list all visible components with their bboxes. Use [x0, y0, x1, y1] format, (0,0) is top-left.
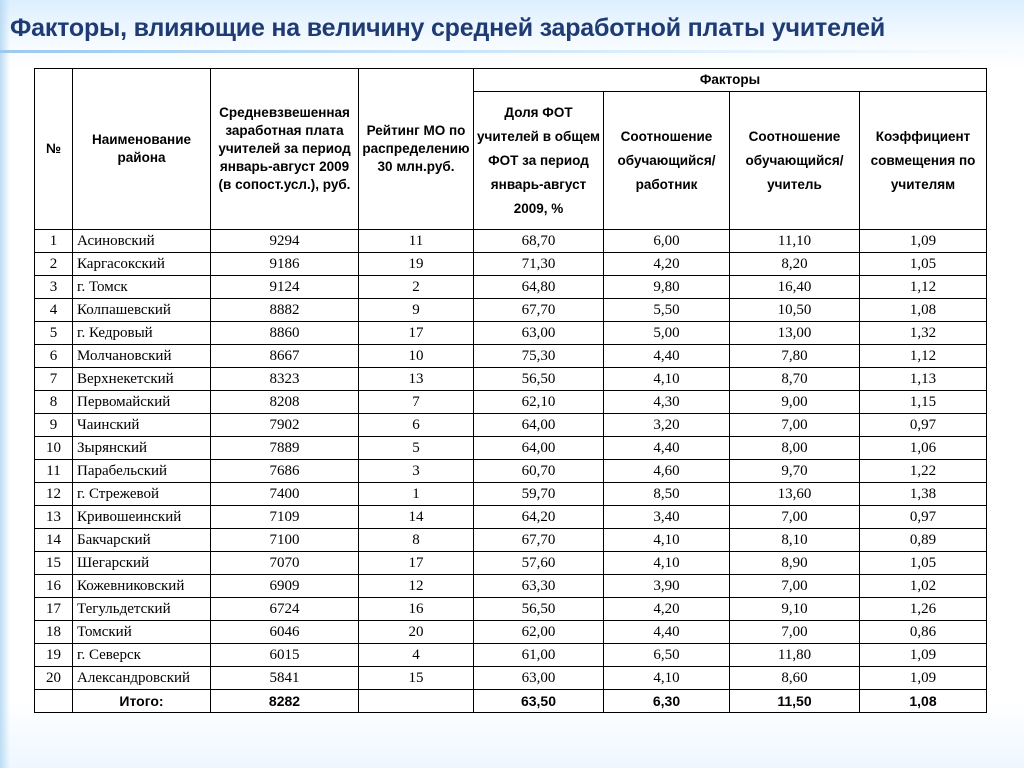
cell-row-number: 1: [35, 230, 73, 253]
cell-combination-coef: 1,38: [860, 483, 987, 506]
cell-combination-coef: 1,12: [860, 345, 987, 368]
table-body: [35, 230, 987, 713]
cell-row-number: 14: [35, 529, 73, 552]
cell-fot-share: 75,30: [474, 345, 604, 368]
cell-rating: 12: [359, 575, 474, 598]
cell-avg-salary: 7400: [211, 483, 359, 506]
header-num: №: [35, 69, 73, 230]
cell-combination-coef: 0,89: [860, 529, 987, 552]
header-row-top: [35, 69, 987, 92]
cell-ratio-student-teacher: 11,80: [730, 644, 860, 667]
table-row: [35, 529, 987, 552]
table-row: [35, 506, 987, 529]
total-salary: 8282: [211, 690, 359, 713]
total-label: Итого:: [73, 690, 211, 713]
total-row: [35, 690, 987, 713]
cell-rating: 2: [359, 276, 474, 299]
cell-fot-share: 61,00: [474, 644, 604, 667]
cell-row-number: 11: [35, 460, 73, 483]
cell-combination-coef: 0,86: [860, 621, 987, 644]
cell-avg-salary: 7686: [211, 460, 359, 483]
cell-ratio-student-worker: 6,50: [604, 644, 730, 667]
cell-row-number: 16: [35, 575, 73, 598]
cell-avg-salary: 5841: [211, 667, 359, 690]
total-fot-share: 63,50: [474, 690, 604, 713]
table-row: [35, 345, 987, 368]
cell-combination-coef: 1,26: [860, 598, 987, 621]
cell-fot-share: 64,00: [474, 437, 604, 460]
cell-ratio-student-worker: 4,20: [604, 253, 730, 276]
header-ratio-teacher: Соотношение обучающийся/ учитель: [730, 92, 860, 230]
cell-district-name: г. Северск: [73, 644, 211, 667]
cell-row-number: 12: [35, 483, 73, 506]
header-salary: Средневзвешенная заработная плата учителей за период январь-август 2009 (в сопост.усл.), руб.: [211, 69, 359, 230]
cell-row-number: 15: [35, 552, 73, 575]
cell-combination-coef: 1,22: [860, 460, 987, 483]
cell-district-name: Колпашевский: [73, 299, 211, 322]
table-row: [35, 598, 987, 621]
cell-district-name: г. Кедровый: [73, 322, 211, 345]
cell-avg-salary: 9124: [211, 276, 359, 299]
cell-avg-salary: 6724: [211, 598, 359, 621]
cell-avg-salary: 6046: [211, 621, 359, 644]
cell-rating: 15: [359, 667, 474, 690]
cell-ratio-student-teacher: 11,10: [730, 230, 860, 253]
cell-fot-share: 57,60: [474, 552, 604, 575]
cell-rating: 6: [359, 414, 474, 437]
total-rating: [359, 690, 474, 713]
cell-ratio-student-worker: 6,00: [604, 230, 730, 253]
cell-combination-coef: 0,97: [860, 506, 987, 529]
cell-ratio-student-teacher: 10,50: [730, 299, 860, 322]
cell-combination-coef: 1,15: [860, 391, 987, 414]
cell-combination-coef: 1,09: [860, 667, 987, 690]
cell-row-number: 7: [35, 368, 73, 391]
cell-rating: 19: [359, 253, 474, 276]
cell-combination-coef: 0,97: [860, 414, 987, 437]
table-row: [35, 253, 987, 276]
cell-ratio-student-worker: 4,10: [604, 368, 730, 391]
cell-ratio-student-worker: 4,40: [604, 437, 730, 460]
table-row: [35, 368, 987, 391]
cell-avg-salary: 6909: [211, 575, 359, 598]
cell-combination-coef: 1,06: [860, 437, 987, 460]
cell-ratio-student-worker: 4,10: [604, 667, 730, 690]
cell-ratio-student-teacher: 16,40: [730, 276, 860, 299]
cell-avg-salary: 7889: [211, 437, 359, 460]
cell-avg-salary: 7109: [211, 506, 359, 529]
cell-district-name: Александровский: [73, 667, 211, 690]
cell-rating: 3: [359, 460, 474, 483]
factors-table: [34, 68, 987, 713]
table-row: [35, 644, 987, 667]
cell-fot-share: 64,20: [474, 506, 604, 529]
cell-avg-salary: 7902: [211, 414, 359, 437]
cell-rating: 4: [359, 644, 474, 667]
cell-avg-salary: 6015: [211, 644, 359, 667]
table-row: [35, 483, 987, 506]
cell-rating: 5: [359, 437, 474, 460]
cell-combination-coef: 1,05: [860, 552, 987, 575]
cell-ratio-student-teacher: 13,60: [730, 483, 860, 506]
cell-row-number: 18: [35, 621, 73, 644]
cell-fot-share: 67,70: [474, 529, 604, 552]
cell-district-name: г. Стрежевой: [73, 483, 211, 506]
cell-ratio-student-teacher: 8,60: [730, 667, 860, 690]
cell-avg-salary: 7070: [211, 552, 359, 575]
cell-ratio-student-teacher: 7,00: [730, 621, 860, 644]
cell-fot-share: 63,30: [474, 575, 604, 598]
cell-fot-share: 63,00: [474, 322, 604, 345]
cell-ratio-student-worker: 3,90: [604, 575, 730, 598]
table-row: [35, 230, 987, 253]
cell-ratio-student-worker: 4,10: [604, 529, 730, 552]
table-row: [35, 299, 987, 322]
cell-avg-salary: 9294: [211, 230, 359, 253]
table-row: [35, 391, 987, 414]
cell-fot-share: 62,10: [474, 391, 604, 414]
cell-fot-share: 63,00: [474, 667, 604, 690]
cell-avg-salary: 7100: [211, 529, 359, 552]
cell-district-name: г. Томск: [73, 276, 211, 299]
cell-ratio-student-teacher: 7,00: [730, 506, 860, 529]
cell-fot-share: 68,70: [474, 230, 604, 253]
cell-row-number: 10: [35, 437, 73, 460]
cell-fot-share: 60,70: [474, 460, 604, 483]
cell-ratio-student-worker: 8,50: [604, 483, 730, 506]
table-row: [35, 552, 987, 575]
cell-ratio-student-worker: 4,20: [604, 598, 730, 621]
cell-ratio-student-worker: 4,40: [604, 621, 730, 644]
cell-row-number: 6: [35, 345, 73, 368]
cell-row-number: 9: [35, 414, 73, 437]
total-ratio-student-teacher: 11,50: [730, 690, 860, 713]
cell-row-number: 13: [35, 506, 73, 529]
cell-rating: 17: [359, 552, 474, 575]
cell-avg-salary: 8882: [211, 299, 359, 322]
cell-rating: 8: [359, 529, 474, 552]
cell-row-number: 20: [35, 667, 73, 690]
cell-ratio-student-teacher: 8,10: [730, 529, 860, 552]
cell-ratio-student-worker: 4,10: [604, 552, 730, 575]
cell-rating: 7: [359, 391, 474, 414]
cell-combination-coef: 1,12: [860, 276, 987, 299]
cell-ratio-student-teacher: 8,70: [730, 368, 860, 391]
cell-ratio-student-teacher: 9,70: [730, 460, 860, 483]
cell-fot-share: 56,50: [474, 368, 604, 391]
cell-ratio-student-worker: 5,50: [604, 299, 730, 322]
cell-ratio-student-teacher: 8,90: [730, 552, 860, 575]
table-row: [35, 575, 987, 598]
total-empty-cell: [35, 690, 73, 713]
cell-ratio-student-teacher: 7,80: [730, 345, 860, 368]
cell-combination-coef: 1,32: [860, 322, 987, 345]
cell-rating: 11: [359, 230, 474, 253]
cell-district-name: Томский: [73, 621, 211, 644]
cell-district-name: Чаинский: [73, 414, 211, 437]
cell-rating: 14: [359, 506, 474, 529]
cell-row-number: 2: [35, 253, 73, 276]
total-ratio-student-worker: 6,30: [604, 690, 730, 713]
cell-combination-coef: 1,08: [860, 299, 987, 322]
cell-ratio-student-worker: 3,40: [604, 506, 730, 529]
cell-fot-share: 56,50: [474, 598, 604, 621]
cell-ratio-student-teacher: 8,00: [730, 437, 860, 460]
header-rating: Рейтинг МО по распределению 30 млн.руб.: [359, 69, 474, 230]
cell-district-name: Кривошеинский: [73, 506, 211, 529]
cell-combination-coef: 1,09: [860, 230, 987, 253]
cell-ratio-student-teacher: 9,10: [730, 598, 860, 621]
cell-district-name: Молчановский: [73, 345, 211, 368]
cell-fot-share: 67,70: [474, 299, 604, 322]
cell-avg-salary: 9186: [211, 253, 359, 276]
cell-ratio-student-teacher: 8,20: [730, 253, 860, 276]
cell-row-number: 17: [35, 598, 73, 621]
cell-combination-coef: 1,13: [860, 368, 987, 391]
cell-rating: 20: [359, 621, 474, 644]
cell-district-name: Шегарский: [73, 552, 211, 575]
header-ratio-worker: Соотношение обучающийся/ работник: [604, 92, 730, 230]
cell-ratio-student-teacher: 7,00: [730, 414, 860, 437]
cell-fot-share: 64,00: [474, 414, 604, 437]
cell-ratio-student-worker: 3,20: [604, 414, 730, 437]
cell-rating: 1: [359, 483, 474, 506]
cell-district-name: Первомайский: [73, 391, 211, 414]
cell-fot-share: 64,80: [474, 276, 604, 299]
cell-district-name: Кожевниковский: [73, 575, 211, 598]
cell-ratio-student-worker: 5,00: [604, 322, 730, 345]
cell-avg-salary: 8667: [211, 345, 359, 368]
cell-combination-coef: 1,02: [860, 575, 987, 598]
cell-ratio-student-worker: 4,30: [604, 391, 730, 414]
cell-district-name: Асиновский: [73, 230, 211, 253]
cell-rating: 17: [359, 322, 474, 345]
cell-district-name: Бакчарский: [73, 529, 211, 552]
cell-row-number: 5: [35, 322, 73, 345]
cell-ratio-student-worker: 4,60: [604, 460, 730, 483]
table-row: [35, 437, 987, 460]
header-factors: Факторы: [474, 69, 987, 92]
cell-ratio-student-worker: 4,40: [604, 345, 730, 368]
table-row: [35, 276, 987, 299]
cell-district-name: Зырянский: [73, 437, 211, 460]
cell-rating: 16: [359, 598, 474, 621]
cell-avg-salary: 8860: [211, 322, 359, 345]
cell-district-name: Верхнекетский: [73, 368, 211, 391]
cell-ratio-student-worker: 9,80: [604, 276, 730, 299]
cell-district-name: Парабельский: [73, 460, 211, 483]
cell-avg-salary: 8208: [211, 391, 359, 414]
slide-left-accent: [0, 0, 10, 768]
table-row: [35, 621, 987, 644]
cell-district-name: Каргасокский: [73, 253, 211, 276]
page-title: Факторы, влияющие на величину средней заработной платы учителей: [10, 14, 886, 42]
cell-combination-coef: 1,09: [860, 644, 987, 667]
cell-row-number: 19: [35, 644, 73, 667]
cell-district-name: Тегульдетский: [73, 598, 211, 621]
table-row: [35, 667, 987, 690]
cell-avg-salary: 8323: [211, 368, 359, 391]
cell-row-number: 8: [35, 391, 73, 414]
cell-fot-share: 62,00: [474, 621, 604, 644]
cell-ratio-student-teacher: 13,00: [730, 322, 860, 345]
cell-rating: 9: [359, 299, 474, 322]
header-name: Наименование района: [73, 69, 211, 230]
cell-ratio-student-teacher: 7,00: [730, 575, 860, 598]
cell-combination-coef: 1,05: [860, 253, 987, 276]
header-fot-share: Доля ФОТ учителей в общем ФОТ за период январь-август 2009, %: [474, 92, 604, 230]
cell-rating: 13: [359, 368, 474, 391]
cell-rating: 10: [359, 345, 474, 368]
table-row: [35, 322, 987, 345]
cell-fot-share: 71,30: [474, 253, 604, 276]
title-divider: [0, 50, 1024, 53]
table-row: [35, 414, 987, 437]
table-row: [35, 460, 987, 483]
header-coef: Коэффициент совмещения по учителям: [860, 92, 987, 230]
cell-ratio-student-teacher: 9,00: [730, 391, 860, 414]
cell-row-number: 3: [35, 276, 73, 299]
cell-row-number: 4: [35, 299, 73, 322]
cell-fot-share: 59,70: [474, 483, 604, 506]
total-combination-coef: 1,08: [860, 690, 987, 713]
